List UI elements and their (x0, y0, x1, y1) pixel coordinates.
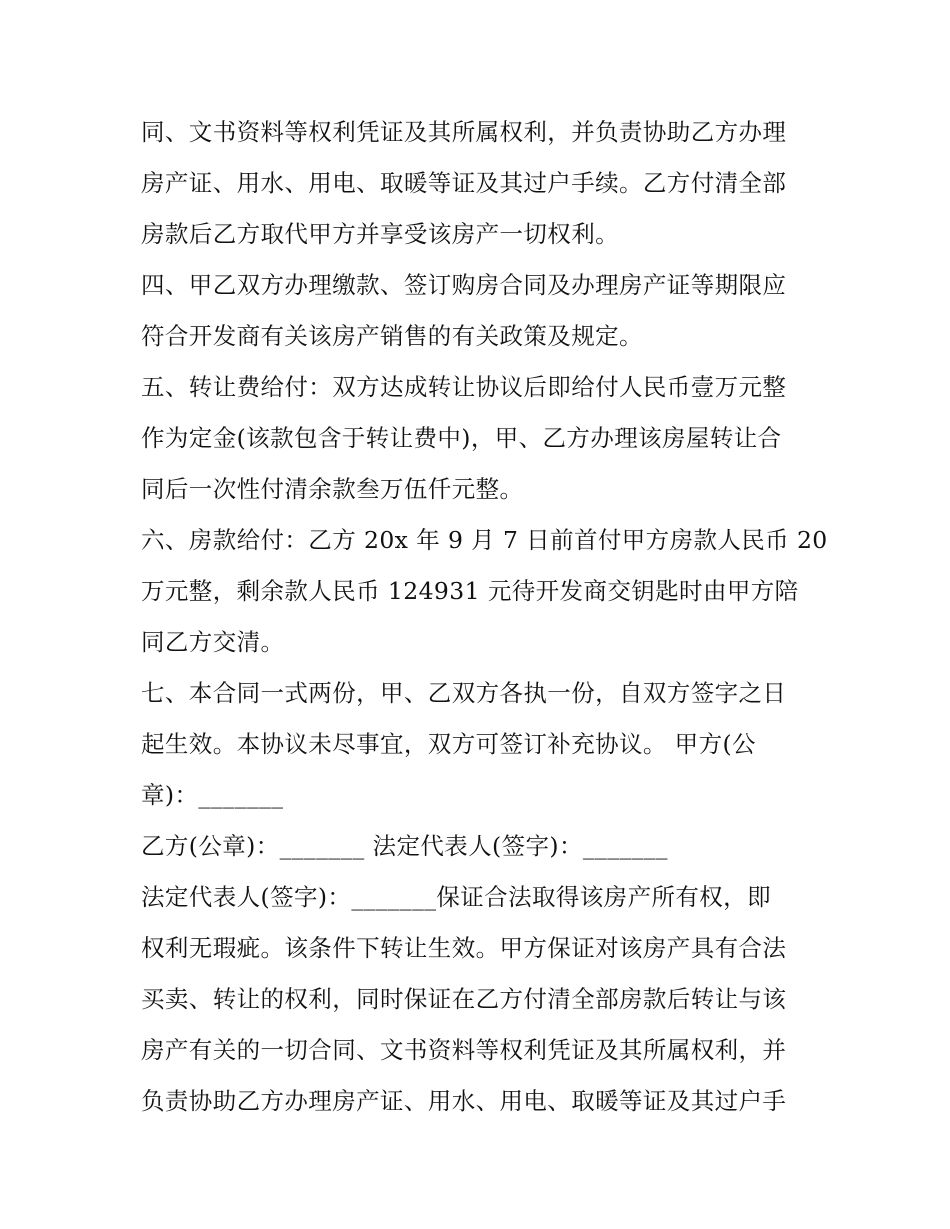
contract-body-text (141, 107, 828, 1127)
text-line: 起生效。本协议未尽事宜，双方可签订补充协议。 甲方(公 (141, 730, 756, 758)
signature-line-party-b: 乙方(公章)：_______ 法定代表人(签字)：_______ (141, 832, 668, 860)
text-line: 同、文书资料等权利凭证及其所属权利，并负责协助乙方办理 (141, 118, 787, 146)
text-line: 同乙方交清。 (141, 628, 285, 656)
text-line: 买卖、转让的权利，同时保证在乙方付清全部房款后转让与该 (141, 985, 787, 1013)
text-line: 权利无瑕疵。该条件下转让生效。甲方保证对该房产具有合法 (141, 934, 787, 962)
text-line: 负责协助乙方办理房产证、用水、用电、取暖等证及其过户手 (141, 1087, 787, 1115)
clause-four-line: 四、甲乙双方办理缴款、签订购房合同及办理房产证等期限应 (141, 271, 787, 299)
text-line: 房产证、用水、用电、取暖等证及其过户手续。乙方付清全部 (141, 169, 787, 197)
clause-five-line: 五、转让费给付：双方达成转让协议后即给付人民币壹万元整 (141, 373, 787, 401)
signature-line-party-a: 章)：_______ (141, 781, 284, 809)
text-line: 房款后乙方取代甲方并享受该房产一切权利。 (141, 220, 619, 248)
clause-six-line: 六、房款给付：乙方 20x 年 9 月 7 日前首付甲方房款人民币 20 (141, 526, 828, 554)
signature-line-representative: 法定代表人(签字)：_______保证合法取得该房产所有权，即 (141, 883, 771, 911)
text-line: 同后一次性付清余款叁万伍仟元整。 (141, 475, 524, 503)
text-line: 符合开发商有关该房产销售的有关政策及规定。 (141, 322, 643, 350)
text-line: 作为定金(该款包含于转让费中)，甲、乙方办理该房屋转让合 (141, 424, 782, 452)
text-line: 房产有关的一切合同、文书资料等权利凭证及其所属权利，并 (141, 1036, 787, 1064)
clause-seven-line: 七、本合同一式两份，甲、乙双方各执一份，自双方签字之日 (141, 679, 787, 707)
text-line: 万元整，剩余款人民币 124931 元待开发商交钥匙时由甲方陪 (141, 577, 799, 605)
